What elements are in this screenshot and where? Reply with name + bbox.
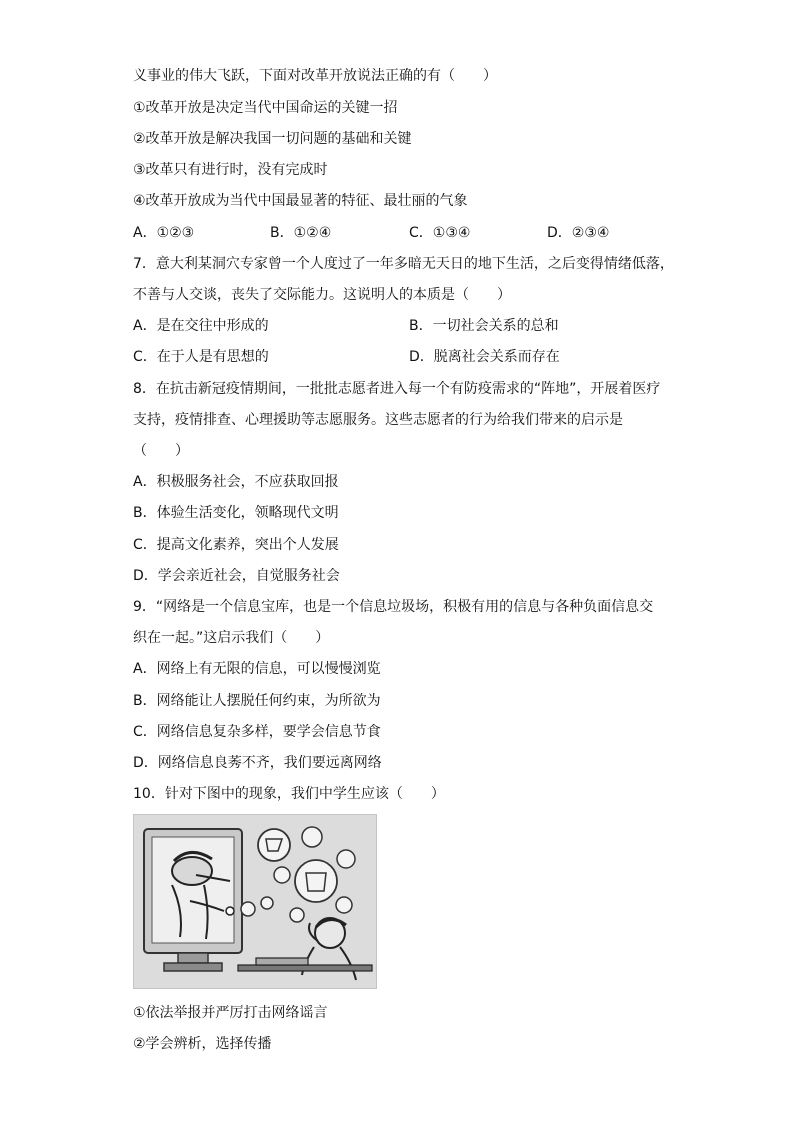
q10-stem: 10．针对下图中的现象，我们中学生应该（ ）: [133, 786, 445, 802]
q8-option-d: D．学会亲近社会，自觉服务社会: [133, 568, 340, 584]
q6-stem: 义事业的伟大飞跃，下面对改革开放说法正确的有（ ）: [133, 68, 497, 84]
q9-stem-line-2: 织在一起。”这启示我们（ ）: [133, 630, 330, 646]
q9-option-d: D．网络信息良莠不齐，我们要远离网络: [133, 755, 382, 771]
q8-stem-line-3: （ ）: [133, 443, 189, 459]
q7-option-c: C．在于人是有思想的: [133, 349, 269, 365]
q9-option-a: A．网络上有无限的信息，可以慢慢浏览: [133, 661, 381, 677]
q10-item-1: ①依法举报并严厉打击网络谣言: [133, 1005, 328, 1021]
q6-option-a: A．①②③: [133, 225, 195, 241]
q9-stem-line-1: 9．“网络是一个信息宝库，也是一个信息垃圾场，积极有用的信息与各种负面信息交: [133, 599, 654, 615]
q8-stem-line-2: 支持，疫情排查、心理援助等志愿服务。这些志愿者的行为给我们带来的启示是: [133, 412, 623, 428]
q9-option-c: C．网络信息复杂多样，要学会信息节食: [133, 724, 381, 740]
q6-option-b: B．①②④: [270, 225, 332, 241]
q6-option-c: C．①③④: [409, 225, 471, 241]
q8-option-c: C．提高文化素养，突出个人发展: [133, 537, 339, 553]
cartoon-image: [133, 814, 377, 989]
q6-item-2: ②改革开放是解决我国一切问题的基础和关键: [133, 131, 412, 147]
q7-stem-line-2: 不善与人交谈，丧失了交际能力。这说明人的本质是（ ）: [133, 287, 511, 303]
q7-option-b: B．一切社会关系的总和: [409, 318, 559, 334]
q8-option-b: B．体验生活变化，领略现代文明: [133, 505, 339, 521]
q6-item-3: ③改革只有进行时，没有完成时: [133, 162, 328, 178]
q7-option-d: D．脱离社会关系而存在: [409, 349, 560, 365]
q6-item-4: ④改革开放成为当代中国最显著的特征、最壮丽的气象: [133, 193, 468, 209]
q8-stem-line-1: 8．在抗击新冠疫情期间，一批批志愿者进入每一个有防疫需求的“阵地”，开展着医疗: [133, 381, 661, 397]
q10-item-2: ②学会辨析，选择传播: [133, 1036, 272, 1052]
q6-item-1: ①改革开放是决定当代中国命运的关键一招: [133, 100, 398, 116]
q6-option-d: D．②③④: [547, 225, 610, 241]
q7-option-a: A．是在交往中形成的: [133, 318, 269, 334]
q9-option-b: B．网络能让人摆脱任何约束，为所欲为: [133, 693, 381, 709]
q8-option-a: A．积极服务社会，不应获取回报: [133, 474, 339, 490]
q7-stem-line-1: 7．意大利某洞穴专家曾一个人度过了一年多暗无天日的地下生活，之后变得情绪低落，: [133, 256, 674, 272]
